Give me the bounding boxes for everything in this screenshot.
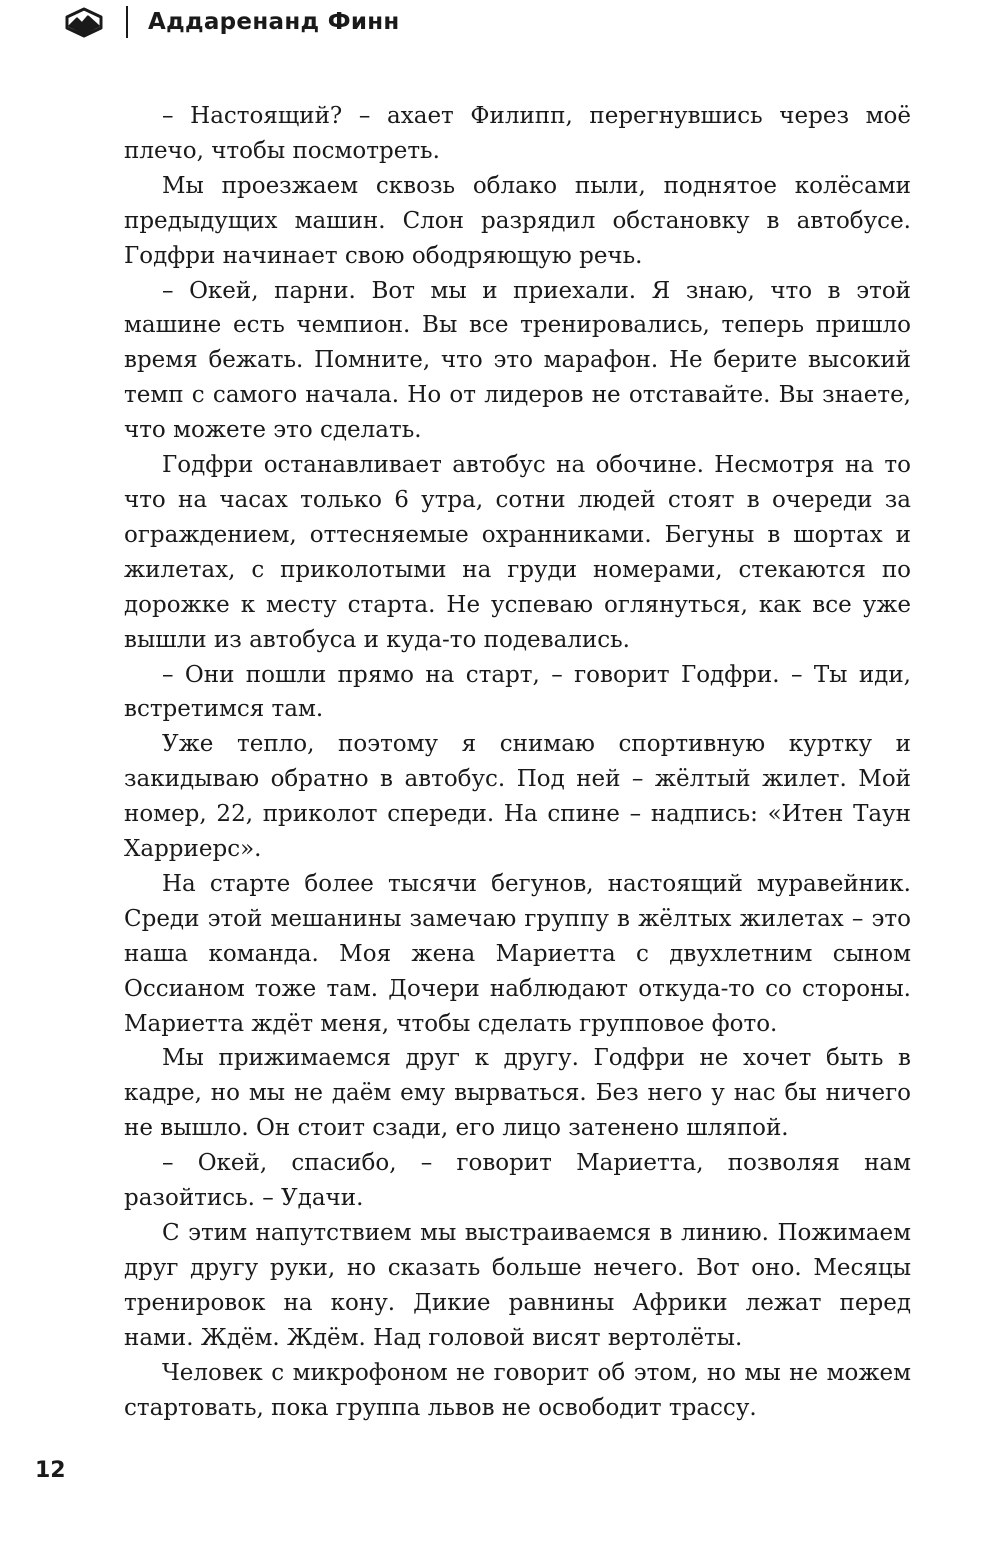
paragraph: – Окей, спасибо, – говорит Мариетта, позволяя нам разойтись. – Удачи. bbox=[124, 1150, 911, 1212]
paragraph: Уже тепло, поэтому я снимаю спортивную куртку и закидываю обратно в автобус. Под ней – жёлтый жилет. Мой номер, 22, приколот спереди. На спине – надпись: «Итен Таун Харриерс». bbox=[124, 731, 911, 863]
paragraph: На старте более тысячи бегунов, настоящий муравейник. Среди этой мешанины замечаю группу в жёлтых жилетах – это наша команда. Моя жена Мариетта с двухлетним сыном Оссианом тоже там. Дочери наблюдают откуда-то со стороны. Мариетта ждёт меня, чтобы сделать групповое фото. bbox=[124, 870, 911, 1037]
body-text bbox=[124, 99, 911, 1425]
page-number: 12 bbox=[35, 1458, 66, 1483]
paragraph: – Окей, парни. Вот мы и приехали. Я знаю, что в этой машине есть чемпион. Вы все тренировались, теперь пришло время бежать. Помните, что это марафон. Не берите высокий темп с самого начала. Но от лидеров не отставайте. Вы знаете, что можете это сделать. bbox=[124, 277, 911, 444]
paragraph: Мы прижимаемся друг к другу. Годфри не хочет быть в кадре, но мы не даём ему вырваться. Без него у нас бы ничего не вышло. Он стоит сзади, его лицо затенено шляпой. bbox=[124, 1045, 911, 1142]
header-divider bbox=[126, 6, 128, 38]
paragraph: – Настоящий? – ахает Филипп, перегнувшись через моё плечо, чтобы посмотреть. bbox=[124, 103, 911, 164]
paragraph: – Они пошли прямо на старт, – говорит Годфри. – Ты иди, встретимся там. bbox=[124, 661, 911, 723]
paragraph: Годфри останавливает автобус на обочине. Несмотря на то что на часах только 6 утра, сотни людей стоят в очереди за ограждением, оттесняемые охранниками. Бегуны в шортах и жилетах, с приколотыми на груди номерами, стекаются по дорожке к месту старта. Не успеваю оглянуться, как все уже вышли из автобуса и куда-то подевались. bbox=[124, 452, 911, 653]
paragraph: Мы проезжаем сквозь облако пыли, поднятое колёсами предыдущих машин. Слон разрядил обстановку в автобусе. Годфри начинает свою ободряющую речь. bbox=[124, 172, 911, 269]
paragraph: С этим напутствием мы выстраиваемся в линию. Пожимаем друг другу руки, но сказать больше нечего. Вот оно. Месяцы тренировок на кону. Дикие равнины Африки лежат перед нами. Ждём. Ждём. Над головой висят вертолёты. bbox=[124, 1220, 911, 1351]
paragraph: Человек с микрофоном не говорит об этом, но мы не можем стартовать, пока группа львов не освободит трассу. bbox=[124, 1359, 911, 1421]
publisher-logo-icon bbox=[64, 6, 104, 38]
running-header bbox=[64, 4, 400, 40]
author-name: Аддаренанд Финн bbox=[148, 9, 400, 35]
